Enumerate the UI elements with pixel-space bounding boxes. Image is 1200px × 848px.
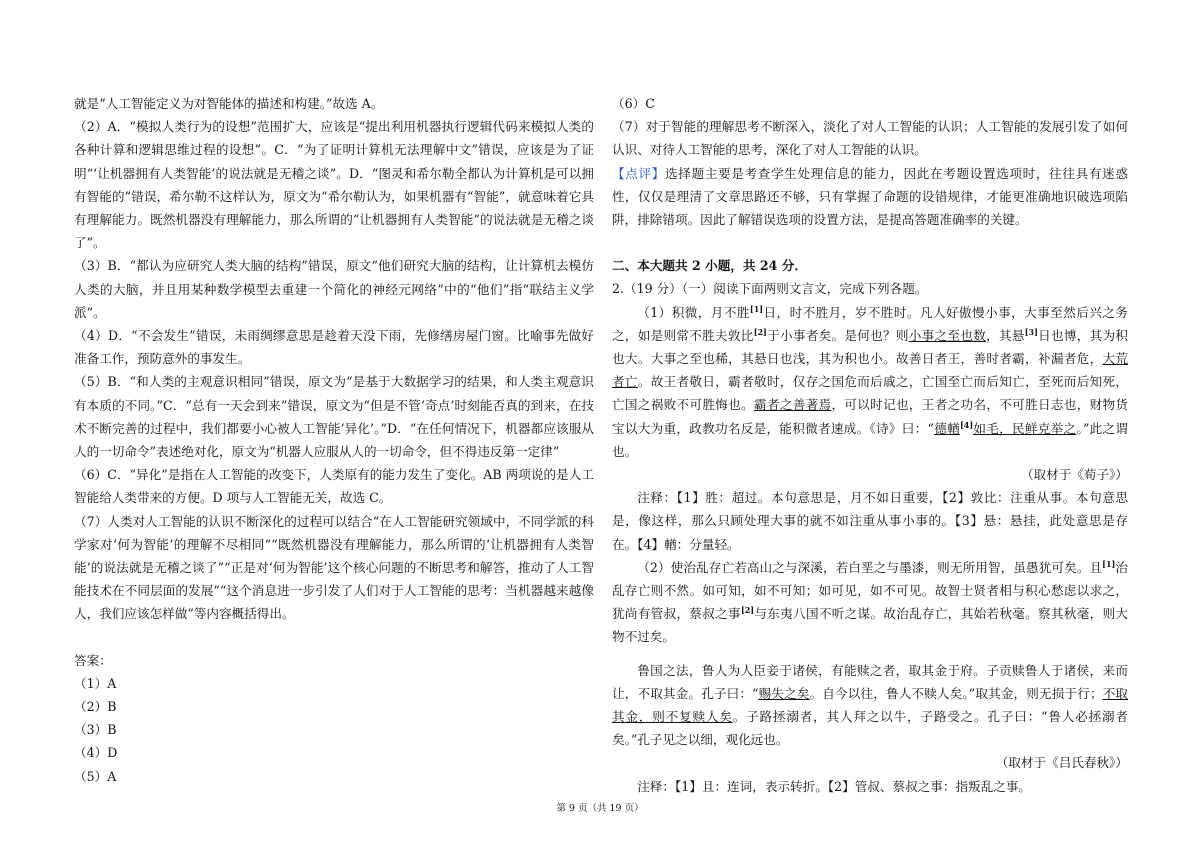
answer-item-5: （5）A bbox=[74, 768, 117, 784]
question-2-intro: 2.（19 分）（一）阅读下面两则文言文，完成下列各题。 bbox=[612, 281, 928, 297]
text-segment: 。自今以往，鲁人不赎人矣。”取其金，则无损于行； bbox=[809, 685, 1103, 701]
text-segment: 日，时不胜月，岁不胜时。凡人好傲慢小事，大事至然后兴之务之，如是则常不胜夫敦比 bbox=[612, 304, 1129, 343]
answer-paragraph-5: （5）B．“和人类的主观意识相同”错误，原文为“是基于大数据学习的结果，和人类主观意识有本质的不同。”C．“总有一天会到来”错误，原文为“但是不管‘奇点’时刻能否真的到来，在技术不断完善的过程中，我们都要小心被人工智能‘异化’。”D．“在任何情况下，机器都应该服从人的一切命令”表述绝对化，原文为“机器人应服从人的一切命令，但不得违反第一定律” bbox=[74, 374, 594, 460]
source-citation-2: （取材于《吕氏春秋》） bbox=[995, 755, 1128, 771]
annotation-2: 注释：【1】且：连词，表示转折。【2】管叔、蔡叔之事：指叛乱之事。 bbox=[637, 778, 1032, 794]
comment-paragraph bbox=[612, 162, 1128, 232]
spacer bbox=[74, 626, 594, 649]
footnote-marker: [3] bbox=[1024, 326, 1038, 337]
answer-paragraph-1: 就是“人工智能定义为对智能体的描述和构建。”故选 A。 bbox=[74, 96, 384, 111]
underlined-phrase: 大荒者亡 bbox=[612, 351, 1129, 390]
text-segment: （1）积微，月不胜 bbox=[637, 304, 750, 320]
text-segment: （2）使治乱存亡若高山之与深溪，若白垩之与墨漆，则无所用智，虽愚犹可矣。且 bbox=[637, 559, 1103, 575]
comment-text: 选择题主要是考查学生处理信息的能力，因此在考题设置选项时，往往具有迷惑性，仅仅是理清了文章思路还不够，只有掌握了命题的设错规律，才能更准确地识破选项陷阱，排除错项。因此了解错误选项的设置方法，是提高答题准确率的关键。 bbox=[612, 165, 1129, 228]
answer-item-1: （1）A bbox=[74, 675, 117, 691]
answer-item-2: （2）B bbox=[74, 699, 117, 715]
underlined-phrase: 霸者之善著焉 bbox=[754, 397, 832, 413]
text-segment: 。”此之谓也。 bbox=[612, 420, 1129, 459]
answer-paragraph-6: （6）C．“异化”是指在人工智能的改变下，人类原有的能力发生了变化。AB 两项说的是人工智能给人类带来的方便。D 项与人工智能无关，故选 C。 bbox=[74, 467, 594, 506]
section-title: 二、本大题共 2 小题，共 24 分． bbox=[612, 258, 807, 274]
text-segment: 日也博，其为积也大。大事之至也稀，其悬日也浅，其为积也小。故善日者王，善时者霸，补漏者危， bbox=[612, 327, 1129, 367]
footnote-marker: [2] bbox=[753, 326, 767, 337]
text-segment: 于小事者矣。是何也？则 bbox=[766, 327, 909, 343]
classical-text-3 bbox=[612, 659, 1128, 752]
text-segment: ，可以时记也，王者之功名，不可胜日志也，财物货宝以大为重，政教功名反是，能积微者速成。《诗》曰：“ bbox=[612, 397, 1129, 436]
text-segment: 。子路拯溺者，其人拜之以牛，子路受之。孔子曰：“鲁人必拯溺者矣。”孔子见之以细，观化远也。 bbox=[612, 709, 1128, 748]
source-citation-1: （取材于《荀子》） bbox=[1020, 467, 1128, 483]
text-segment: 与东夷八国不听之谋。故治乱存亡，其始若秋毫。察其秋毫，则大物不过矣。 bbox=[612, 606, 1129, 645]
underlined-phrase: 赐失之矣 bbox=[758, 685, 810, 701]
classical-text-1 bbox=[612, 301, 1128, 463]
answer-paragraph-2: （2）A．“模拟人类行为的设想”范围扩大，应该是“提出利用机器执行逻辑代码来模拟人类的各种计算和逻辑思维过程的设想”。C．“为了证明计算机无法理解中文”错误，应该是为了证明“‘让机器拥有人类智能’的说法就是无稽之谈”。D．“图灵和希尔勒全都认为计算机是可以拥有智能的”错误，希尔勒不这样认为，原文为“希尔勒认为，如果机器有“智能”，就意味着它具有理解能力。既然机器没有理解能力，那么所谓的“让机器拥有人类智能”的说法就是无稽之谈了”。 bbox=[74, 119, 594, 251]
answer-item-6: （6）C bbox=[612, 96, 655, 111]
text-segment: 鲁国之法，鲁人为人臣妾于诸侯，有能赎之者，取其金于府。子贡赎鲁人于诸侯，来而让，不取其金。孔子曰：“ bbox=[612, 662, 1128, 701]
answer-paragraph-3: （3）B．“都认为应研究人类大脑的结构”错误，原文“他们研究大脑的结构，让计算机去模仿人类的大脑，并且用某种数学模型去重建一个简化的神经元网络”中的“他们”指“联结主义学派”。 bbox=[74, 258, 594, 320]
annotation-1: 注释：【1】胜：超过。本句意思是，月不如日重要，【2】敦比：注重从事。本句意思是，像这样，那么只顾处理大事的就不如注重从事小事的。【3】悬：悬挂，此处意思是存在。【4】輶：分量轻。 bbox=[612, 490, 1128, 552]
footnote-marker: [2] bbox=[740, 605, 755, 616]
comment-tag: 【点评】 bbox=[612, 165, 665, 181]
footnote-marker: [1] bbox=[749, 303, 764, 314]
answer-item-4: （4）D bbox=[74, 745, 118, 761]
classical-text-2 bbox=[612, 556, 1128, 649]
answer-paragraph-7: （7）人类对人工智能的认识不断深化的过程可以结合“在人工智能研究领域中，不同学派的科学家对‘何为智能’的理解不尽相同”“既然机器没有理解能力，那么所谓的‘让机器拥有人类智能’的说法就是无稽之谈了”“正是对‘何为智能’这个核心问题的不断思考和解答，推动了人工智能技术在不同层面的发展”“这个消息进一步引发了人们对于人工智能的思考：当机器越来越像人，我们应该怎样做”等内容概括得出。 bbox=[74, 513, 594, 622]
answer-paragraph-4: （4）D．“不会发生”错误，未雨绸缪意思是趁着天没下雨，先修缮房屋门窗。比喻事先做好准备工作，预防意外的事发生。 bbox=[74, 328, 594, 367]
footnote-marker: [4] bbox=[959, 419, 974, 430]
answer-item-7: （7）对于智能的理解思考不断深入，淡化了对人工智能的认识；人工智能的发展引发了如何认识、对待人工智能的思考，深化了对人工智能的认识。 bbox=[612, 119, 1128, 158]
answer-item-3: （3）B bbox=[74, 722, 117, 738]
underlined-phrase: 小事之至也数 bbox=[908, 327, 987, 343]
right-column bbox=[612, 92, 1128, 798]
text-segment: 。故王者敬日，霸者敬时，仅存之国危而后戚之，亡国至亡而后知亡，至死而后知死，亡国之祸败不可胜悔也。 bbox=[612, 374, 1129, 413]
underlined-phrase: 如毛，民鲜克举之 bbox=[973, 420, 1077, 436]
answer-label: 答案： bbox=[74, 652, 112, 668]
underlined-phrase: 不取其金，则不复赎人矣 bbox=[612, 685, 1129, 725]
left-column bbox=[74, 92, 594, 788]
text-segment: 治乱存亡则不然。如可知，如不可知；如可见，如不可见。故智士贤者相与积心愁虑以求之，犹尚有管叔，蔡叔之事 bbox=[612, 559, 1129, 622]
spacer bbox=[612, 231, 1128, 254]
footnote-marker: [1] bbox=[1102, 558, 1116, 569]
underlined-phrase: 德輶 bbox=[933, 420, 960, 436]
page-footer: 第 9 页（共 19 页） bbox=[556, 803, 644, 814]
text-segment: ，其悬 bbox=[986, 327, 1025, 343]
spacer bbox=[612, 649, 1128, 659]
